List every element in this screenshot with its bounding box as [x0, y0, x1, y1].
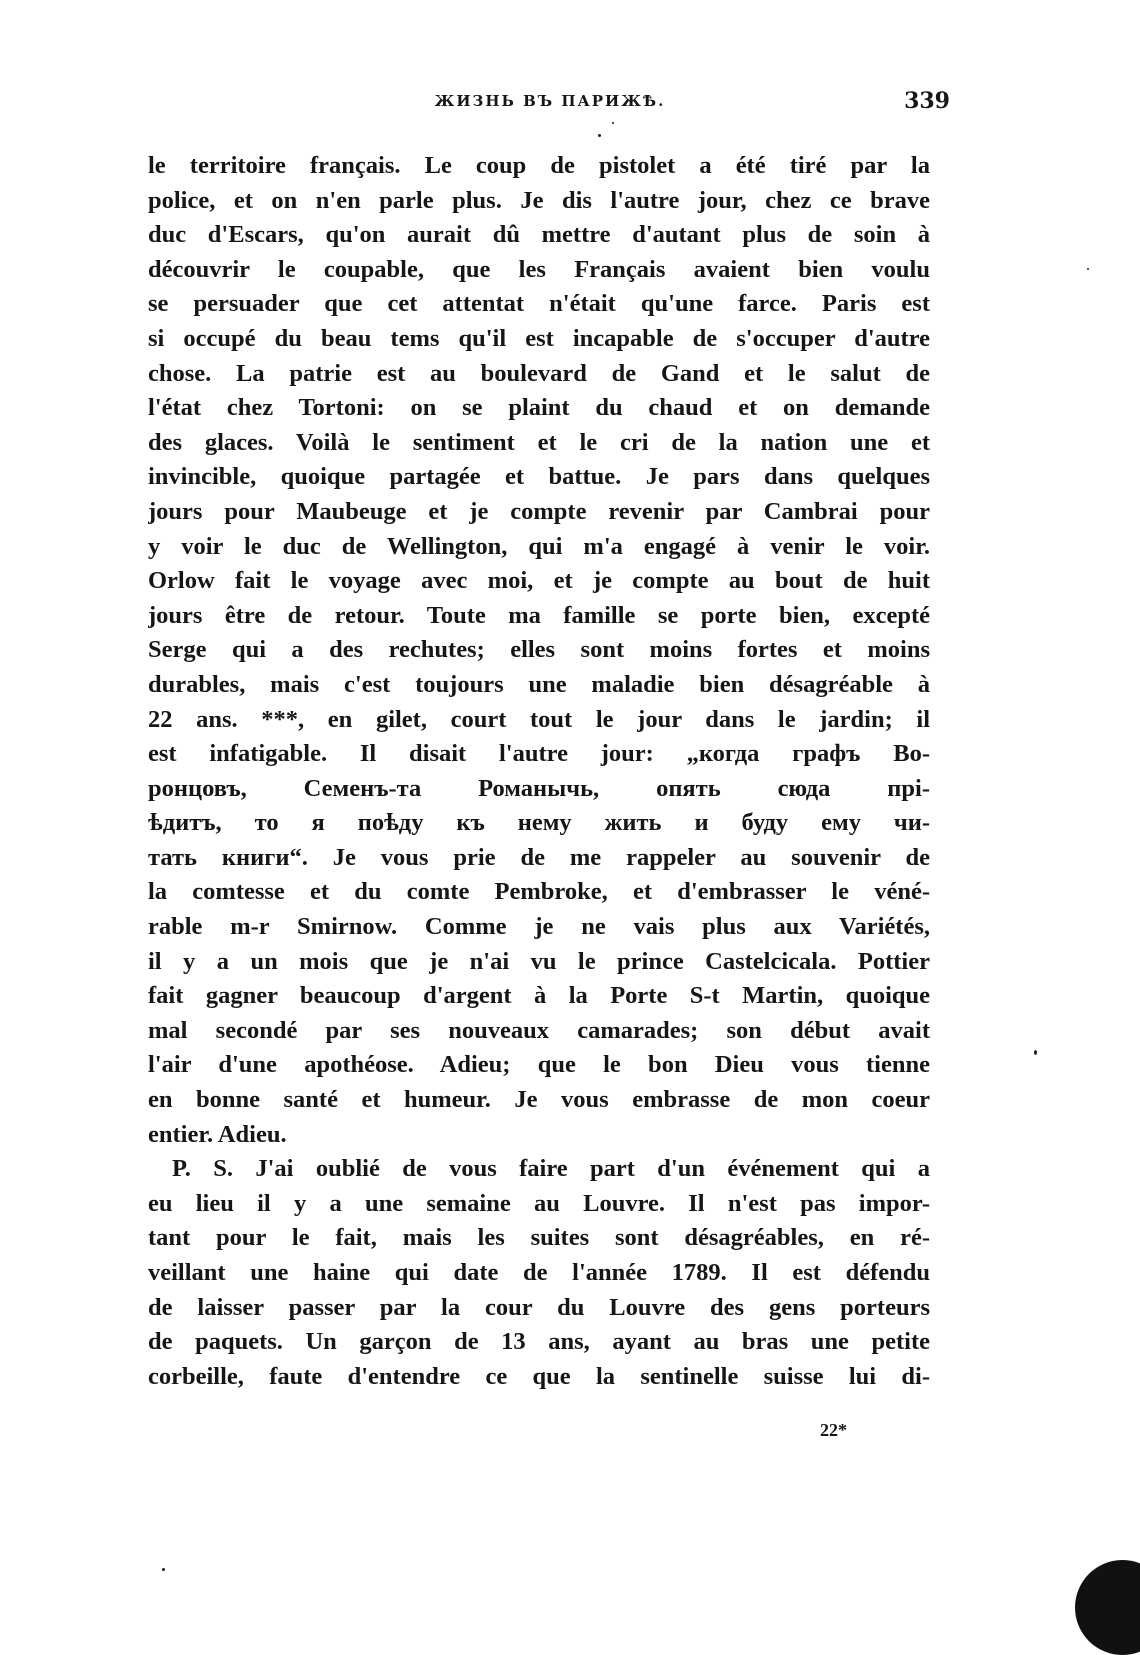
text-line: l'état chez Tortoni: on se plaint du chaud et on demande — [148, 394, 930, 422]
text-line: invincible, quoique partagée et battue. Je pars dans quelques — [148, 463, 930, 491]
text-line: police, et on n'en parle plus. Je dis l'autre jour, chez ce brave — [148, 186, 930, 214]
running-head — [150, 88, 950, 120]
text-line: est infatigable. Il disait l'autre jour: „когда графъ Во- — [148, 740, 930, 768]
body-text — [148, 149, 930, 1394]
running-title: ЖИЗНЬ ВЪ ПАРИЖѢ. — [434, 92, 666, 110]
text-line: Orlow fait le voyage avec moi, et je compte au bout de huit — [148, 567, 930, 595]
text-line: la comtesse et du comte Pembroke, et d'embrasser le véné- — [148, 878, 930, 906]
ink-speck — [612, 122, 614, 124]
corner-blot — [1075, 1560, 1140, 1655]
ink-speck — [1034, 1050, 1037, 1055]
text-line: de laisser passer par la cour du Louvre des gens porteurs — [148, 1293, 930, 1321]
text-line: se persuader que cet attentat n'était qu'une farce. Paris est — [148, 290, 930, 318]
text-line: il y a un mois que je n'ai vu le prince Castelcicala. Pottier — [148, 947, 930, 975]
text-line: duc d'Escars, qu'on aurait dû mettre d'autant plus de soin à — [148, 221, 930, 249]
text-line: de paquets. Un garçon de 13 ans, ayant au bras une petite — [148, 1328, 930, 1356]
text-line: découvrir le coupable, que les Français avaient bien voulu — [148, 255, 930, 283]
text-line: tant pour le fait, mais les suites sont désagréables, en ré- — [148, 1224, 930, 1252]
text-line: eu lieu il y a une semaine au Louvre. Il n'est pas impor- — [148, 1189, 930, 1217]
text-line: Serge qui a des rechutes; elles sont moins fortes et moins — [148, 636, 930, 664]
text-line: 22 ans. ***, en gilet, court tout le jour dans le jardin; il — [148, 705, 930, 733]
text-line: corbeille, faute d'entendre ce que la sentinelle suisse lui di- — [148, 1362, 930, 1390]
text-line: тать книги“. Je vous prie de me rappeler au souvenir de — [148, 843, 930, 871]
text-line: l'air d'une apothéose. Adieu; que le bon Dieu vous tienne — [148, 1051, 930, 1079]
text-line: si occupé du beau tems qu'il est incapable de s'occuper d'autre — [148, 324, 930, 352]
text-line: rable m-r Smirnow. Comme je ne vais plus aux Variétés, — [148, 913, 930, 941]
text-line: chose. La patrie est au boulevard de Gand et le salut de — [148, 359, 930, 387]
text-line: veillant une haine qui date de l'année 1789. Il est défendu — [148, 1259, 930, 1286]
text-line: mal secondé par ses nouveaux camarades; son début avait — [148, 1016, 930, 1044]
ink-speck — [1087, 268, 1089, 270]
text-line-ps: P. S. J'ai oublié de vous faire part d'un événement qui a — [172, 1155, 930, 1183]
text-line: y voir le duc de Wellington, qui m'a engagé à venir le voir. — [148, 532, 930, 560]
text-line: jours pour Maubeuge et je compte revenir par Cambrai pour — [148, 497, 930, 525]
text-line: durables, mais c'est toujours une maladie bien désagréable à — [148, 670, 930, 698]
text-line: des glaces. Voilà le sentiment et le cri de la nation une et — [148, 428, 930, 456]
text-line: fait gagner beaucoup d'argent à la Porte S-t Martin, quoique — [148, 982, 930, 1010]
ink-speck — [162, 1568, 165, 1571]
ink-speck — [598, 134, 601, 137]
signature-mark: 22* — [820, 1420, 847, 1440]
text-line: ронцовъ, Семенъ-та Романычь, опять сюда прі- — [148, 774, 930, 802]
text-line: ѣдитъ, то я поѣду къ нему жить и буду ему чи- — [148, 809, 930, 837]
text-line: le territoire français. Le coup de pistolet a été tiré par la — [148, 152, 930, 179]
text-line: en bonne santé et humeur. Je vous embrasse de mon coeur — [148, 1086, 930, 1114]
text-line: jours être de retour. Toute ma famille se porte bien, excepté — [148, 601, 930, 629]
text-line: entier. Adieu. — [148, 1120, 287, 1148]
page-number: 339 — [904, 88, 950, 114]
